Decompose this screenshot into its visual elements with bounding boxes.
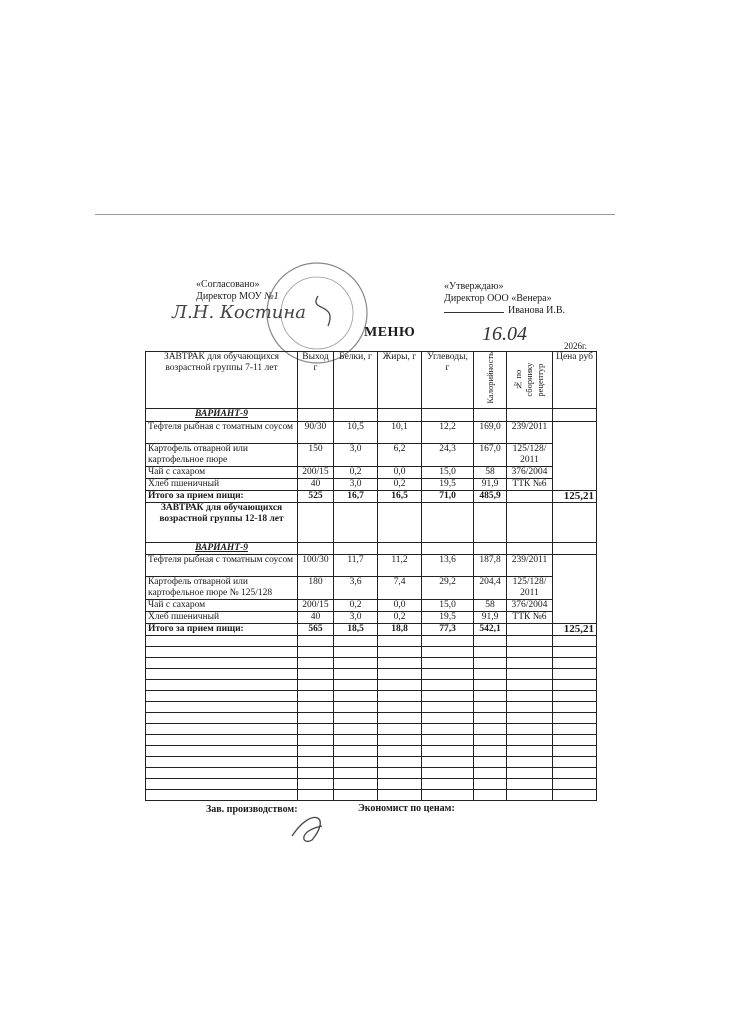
blank-cell: [553, 635, 597, 646]
table-row: [146, 576, 597, 599]
blank-cell: [507, 657, 553, 668]
blank-cell: [334, 745, 378, 756]
recipe: ТТК №6: [507, 611, 553, 623]
recipe: 125/128/ 2011: [507, 443, 553, 466]
blank-cell: [298, 756, 334, 767]
blank-cell: [298, 635, 334, 646]
blank-cell: [298, 767, 334, 778]
blank-cell: [422, 679, 474, 690]
total-row: [146, 490, 597, 502]
table-row: [146, 443, 597, 466]
blank-cell: [146, 679, 298, 690]
blank-cell: [298, 734, 334, 745]
blank-cell: [298, 657, 334, 668]
blank-cell: [334, 789, 378, 800]
blank-row: [146, 756, 597, 767]
blank-cell: [553, 712, 597, 723]
col-recipe-label: № по сборнику рецептур: [513, 362, 545, 397]
blank-cell: [507, 778, 553, 789]
blank-cell: [378, 701, 422, 712]
blank-cell: [474, 756, 507, 767]
calories: 58: [474, 466, 507, 478]
blank-row: [146, 723, 597, 734]
output: 200/15: [298, 466, 334, 478]
blank-cell: [298, 679, 334, 690]
blank-cell: [146, 778, 298, 789]
output: 40: [298, 611, 334, 623]
protein: 0,2: [334, 599, 378, 611]
blank-cell: [507, 789, 553, 800]
output: 90/30: [298, 421, 334, 443]
blank-cell: [146, 712, 298, 723]
table-row: [146, 599, 597, 611]
calories: 91,9: [474, 478, 507, 490]
calories: 58: [474, 599, 507, 611]
recipe: 125/128/ 2011: [507, 576, 553, 599]
dish-name: Чай с сахаром: [146, 599, 298, 611]
table-row: [146, 611, 597, 623]
fat: 11,2: [378, 554, 422, 576]
blank-cell: [422, 668, 474, 679]
blank-cell: [422, 723, 474, 734]
total-price: 125,21: [553, 490, 597, 502]
blank-cell: [474, 668, 507, 679]
carbs: 29,2: [422, 576, 474, 599]
blank-cell: [378, 723, 422, 734]
blank-cell: [474, 789, 507, 800]
blank-cell: [507, 635, 553, 646]
blank-cell: [378, 679, 422, 690]
recipe: 376/2004: [507, 599, 553, 611]
blank-row: [146, 701, 597, 712]
blank-cell: [378, 745, 422, 756]
blank-row: [146, 668, 597, 679]
group1-variant: ВАРИАНТ-9: [146, 408, 298, 421]
blank-cell: [146, 690, 298, 701]
table-row: [146, 554, 597, 576]
blank-cell: [298, 668, 334, 679]
output: 200/15: [298, 599, 334, 611]
group2-header-row: [146, 502, 597, 542]
protein: 10,5: [334, 421, 378, 443]
protein: 3,6: [334, 576, 378, 599]
blank-cell: [298, 789, 334, 800]
blank-cell: [146, 635, 298, 646]
blank-cell: [334, 668, 378, 679]
blank-cell: [507, 767, 553, 778]
blank-row: [146, 679, 597, 690]
blank-cell: [553, 657, 597, 668]
agreed-role: Директор МОУ: [196, 291, 262, 302]
blank-cell: [507, 745, 553, 756]
blank-cell: [334, 635, 378, 646]
blank-cell: [474, 635, 507, 646]
blank-cell: [474, 778, 507, 789]
carbs: 19,5: [422, 611, 474, 623]
blank-cell: [146, 767, 298, 778]
total-protein: 18,5: [334, 623, 378, 635]
fat: 10,1: [378, 421, 422, 443]
blank-cell: [553, 745, 597, 756]
blank-cell: [334, 690, 378, 701]
approved-signature-line: [444, 312, 504, 313]
group2-variant: ВАРИАНТ-9: [146, 542, 298, 554]
variant-row: [146, 542, 597, 554]
blank-cell: [146, 657, 298, 668]
blank-row: [146, 657, 597, 668]
handwritten-date: 16.04: [482, 323, 527, 345]
blank-row: [146, 767, 597, 778]
page-title: МЕНЮ: [364, 325, 416, 340]
blank-cell: [378, 646, 422, 657]
blank-cell: [334, 657, 378, 668]
blank-cell: [334, 767, 378, 778]
menu-table: [145, 351, 597, 801]
output: 100/30: [298, 554, 334, 576]
blank-cell: [146, 646, 298, 657]
carbs: 12,2: [422, 421, 474, 443]
output: 40: [298, 478, 334, 490]
total-fat: 16,5: [378, 490, 422, 502]
blank-cell: [507, 646, 553, 657]
blank-cell: [553, 646, 597, 657]
blank-cell: [507, 723, 553, 734]
blank-cell: [378, 657, 422, 668]
total-carbs: 77,3: [422, 623, 474, 635]
calories: 169,0: [474, 421, 507, 443]
blank-cell: [507, 734, 553, 745]
blank-rows: [146, 635, 597, 800]
blank-cell: [553, 668, 597, 679]
blank-cell: [334, 712, 378, 723]
calories: 91,9: [474, 611, 507, 623]
blank-cell: [474, 767, 507, 778]
blank-cell: [334, 734, 378, 745]
carbs: 15,0: [422, 599, 474, 611]
blank-cell: [553, 789, 597, 800]
approved-name: Иванова И.В.: [508, 305, 566, 316]
production-manager-label: Зав. производством:: [206, 804, 298, 815]
total-label: Итого за прием пищи:: [146, 623, 298, 635]
approved-title: «Утверждаю»: [444, 281, 504, 292]
blank-cell: [507, 756, 553, 767]
total-fat: 18,8: [378, 623, 422, 635]
dish-name: Чай с сахаром: [146, 466, 298, 478]
blank-cell: [474, 712, 507, 723]
blank-cell: [378, 668, 422, 679]
blank-row: [146, 734, 597, 745]
agreed-signature-text: Л.Н. Костина: [172, 302, 306, 323]
blank-cell: [422, 778, 474, 789]
blank-cell: [474, 679, 507, 690]
blank-cell: [553, 734, 597, 745]
blank-cell: [378, 778, 422, 789]
dish-name: Тефтеля рыбная с томатным соусом: [146, 554, 298, 576]
blank-cell: [146, 745, 298, 756]
blank-cell: [553, 690, 597, 701]
total-row: [146, 623, 597, 635]
agreed-title: «Согласовано»: [196, 279, 260, 290]
blank-cell: [422, 767, 474, 778]
blank-cell: [146, 723, 298, 734]
col-recipe: [507, 352, 553, 409]
blank-cell: [553, 701, 597, 712]
blank-cell: [298, 690, 334, 701]
blank-cell: [298, 723, 334, 734]
total-output: 525: [298, 490, 334, 502]
blank-cell: [422, 745, 474, 756]
header-row: [146, 352, 597, 409]
calories: 187,8: [474, 554, 507, 576]
blank-cell: [474, 657, 507, 668]
table-row: [146, 421, 597, 443]
blank-row: [146, 789, 597, 800]
blank-cell: [298, 778, 334, 789]
blank-cell: [553, 723, 597, 734]
blank-row: [146, 635, 597, 646]
blank-cell: [422, 712, 474, 723]
blank-cell: [474, 723, 507, 734]
carbs: 24,3: [422, 443, 474, 466]
col-calories: [474, 352, 507, 409]
calories: 204,4: [474, 576, 507, 599]
blank-cell: [553, 756, 597, 767]
table-row: [146, 478, 597, 490]
blank-cell: [378, 690, 422, 701]
total-price: 125,21: [553, 623, 597, 635]
blank-cell: [507, 668, 553, 679]
price-blank: [553, 554, 597, 623]
fat: 0,0: [378, 599, 422, 611]
total-calories: 485,9: [474, 490, 507, 502]
table-row: [146, 466, 597, 478]
approved-role: Директор ООО «Венера»: [444, 293, 552, 304]
blank-cell: [378, 756, 422, 767]
blank-cell: [474, 646, 507, 657]
recipe: 239/2011: [507, 421, 553, 443]
blank-cell: [422, 701, 474, 712]
blank-cell: [378, 734, 422, 745]
col-output: Выход г: [298, 352, 334, 409]
output: 180: [298, 576, 334, 599]
fat: 6,2: [378, 443, 422, 466]
blank-cell: [422, 734, 474, 745]
blank-row: [146, 778, 597, 789]
protein: 3,0: [334, 478, 378, 490]
total-label: Итого за прием пищи:: [146, 490, 298, 502]
blank-cell: [378, 635, 422, 646]
carbs: 19,5: [422, 478, 474, 490]
agreed-school: №1: [264, 291, 279, 302]
dish-name: Хлеб пшеничный: [146, 611, 298, 623]
dish-name: Хлеб пшеничный: [146, 478, 298, 490]
carbs: 15,0: [422, 466, 474, 478]
output: 150: [298, 443, 334, 466]
blank-row: [146, 745, 597, 756]
blank-cell: [334, 701, 378, 712]
blank-cell: [298, 646, 334, 657]
dish-name: Картофель отварной или картофельное пюре: [146, 443, 298, 466]
total-carbs: 71,0: [422, 490, 474, 502]
total-calories: 542,1: [474, 623, 507, 635]
recipe: 376/2004: [507, 466, 553, 478]
blank-cell: [422, 756, 474, 767]
production-signature: [282, 806, 342, 846]
blank-cell: [422, 657, 474, 668]
group1-header: ЗАВТРАК для обучающихся возрастной группы 7-11 лет: [146, 352, 298, 409]
blank-cell: [378, 789, 422, 800]
blank-cell: [146, 734, 298, 745]
fat: 0,2: [378, 478, 422, 490]
col-protein: Белки, г: [334, 352, 378, 409]
variant-row: [146, 408, 597, 421]
approved-block: [444, 281, 565, 317]
dish-name: Тефтеля рыбная с томатным соусом: [146, 421, 298, 443]
top-divider: [95, 214, 615, 215]
blank-cell: [378, 767, 422, 778]
blank-cell: [146, 756, 298, 767]
col-price: Цена руб: [553, 352, 597, 409]
blank-cell: [553, 767, 597, 778]
group2-header: ЗАВТРАК для обучающихся возрастной группы 12-18 лет: [146, 502, 298, 542]
year-label: 2026г.: [564, 341, 587, 351]
protein: 11,7: [334, 554, 378, 576]
blank-cell: [474, 734, 507, 745]
protein: 3,0: [334, 611, 378, 623]
blank-cell: [507, 690, 553, 701]
blank-row: [146, 690, 597, 701]
col-carbs: Углеводы, г: [422, 352, 474, 409]
carbs: 13,6: [422, 554, 474, 576]
agreed-signature: [168, 292, 348, 332]
recipe: 239/2011: [507, 554, 553, 576]
blank-cell: [298, 745, 334, 756]
blank-cell: [334, 646, 378, 657]
calories: 167,0: [474, 443, 507, 466]
blank-cell: [474, 745, 507, 756]
blank-cell: [146, 789, 298, 800]
blank-cell: [146, 668, 298, 679]
blank-cell: [474, 701, 507, 712]
blank-cell: [422, 646, 474, 657]
blank-cell: [334, 778, 378, 789]
total-output: 565: [298, 623, 334, 635]
blank-cell: [146, 701, 298, 712]
dish-name: Картофель отварной или картофельное пюре № 125/128: [146, 576, 298, 599]
blank-cell: [298, 701, 334, 712]
recipe: ТТК №6: [507, 478, 553, 490]
blank-cell: [553, 679, 597, 690]
blank-cell: [507, 679, 553, 690]
blank-cell: [507, 712, 553, 723]
blank-cell: [298, 712, 334, 723]
blank-cell: [553, 778, 597, 789]
price-blank: [553, 421, 597, 490]
fat: 7,4: [378, 576, 422, 599]
total-protein: 16,7: [334, 490, 378, 502]
protein: 0,2: [334, 466, 378, 478]
fat: 0,2: [378, 611, 422, 623]
blank-cell: [474, 690, 507, 701]
blank-cell: [334, 756, 378, 767]
blank-cell: [334, 679, 378, 690]
col-calories-label: Калорийность: [484, 352, 495, 404]
blank-cell: [422, 635, 474, 646]
blank-row: [146, 712, 597, 723]
blank-cell: [507, 701, 553, 712]
protein: 3,0: [334, 443, 378, 466]
col-fat: Жиры, г: [378, 352, 422, 409]
blank-cell: [378, 712, 422, 723]
fat: 0,0: [378, 466, 422, 478]
blank-cell: [334, 723, 378, 734]
economist-label: Экономист по ценам:: [358, 803, 455, 814]
blank-row: [146, 646, 597, 657]
blank-cell: [422, 690, 474, 701]
blank-cell: [422, 789, 474, 800]
